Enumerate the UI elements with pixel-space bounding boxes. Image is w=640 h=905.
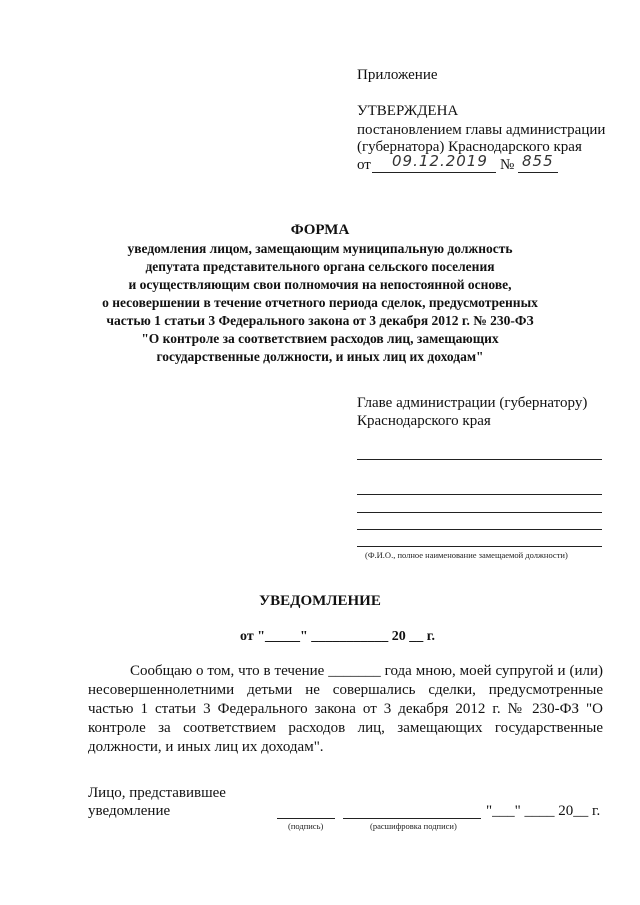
form-subtitle-line: о несовершении в течение отчетного периода сделок, предусмотренных: [102, 295, 538, 310]
appendix-label: Приложение: [357, 67, 438, 83]
handwritten-date: 09.12.2019: [392, 152, 488, 170]
from-label: от: [357, 157, 371, 173]
addressee-blank-line: [357, 512, 602, 513]
addressee-caption: (Ф.И.О., полное наименование замещаемой должности): [365, 550, 568, 560]
form-subtitle-line: и осуществляющим свои полномочия на непостоянной основе,: [128, 277, 512, 292]
signer-label-line2: уведомление: [88, 803, 171, 819]
addressee-blank-line: [357, 459, 602, 460]
addressee-line1: Главе администрации (губернатору): [357, 395, 588, 411]
notice-body: Сообщаю о том, что в течение _______ года мною, моей супругой и (или) несовершеннолетними детьми не совершались сделки, предусмотренные частью 1 статьи 3 Федерального закона от 3 декабря 2012 г. № 230-ФЗ "О контроле за соответствием расходов лиц, замещающих государственные должности, и иных лиц их доходам".: [88, 663, 603, 755]
number-underline: [518, 172, 558, 173]
approved-by-line2: (губернатора) Краснодарского края: [357, 139, 582, 155]
date-underline: [372, 172, 496, 173]
approved-by-line1: постановлением главы администрации: [357, 122, 606, 138]
form-heading: ФОРМА: [290, 222, 350, 238]
decoding-caption: (расшифровка подписи): [370, 821, 457, 831]
addressee-line2: Краснодарского края: [357, 413, 491, 429]
addressee-blank-line: [357, 529, 602, 530]
form-subtitle-line: частью 1 статьи 3 Федерального закона от 3 декабря 2012 г. № 230-ФЗ: [106, 313, 534, 328]
signature-blank: [277, 818, 335, 819]
approved-label: УТВЕРЖДЕНА: [357, 103, 459, 119]
handwritten-number: 855: [522, 152, 554, 170]
form-subtitle: [0, 240, 640, 366]
notice-date-line: от "_____" ___________ 20 __ г.: [240, 629, 436, 644]
notice-heading: УВЕДОМЛЕНИЕ: [259, 593, 381, 609]
form-subtitle-line: депутата представительного органа сельского поселения: [145, 259, 495, 274]
decoding-blank: [343, 818, 481, 819]
form-subtitle-line: государственные должности, и иных лиц их доходам": [156, 349, 484, 364]
signature-date: "___" ____ 20__ г.: [486, 803, 601, 819]
number-label: №: [500, 157, 515, 173]
signer-label-line1: Лицо, представившее: [88, 785, 226, 801]
addressee-blank-line: [357, 494, 602, 495]
form-subtitle-line: "О контроле за соответствием расходов лиц, замещающих: [141, 331, 499, 346]
form-subtitle-line: уведомления лицом, замещающим муниципальную должность: [127, 241, 513, 256]
signature-caption: (подпись): [288, 821, 324, 831]
addressee-blank-line: [357, 546, 602, 547]
